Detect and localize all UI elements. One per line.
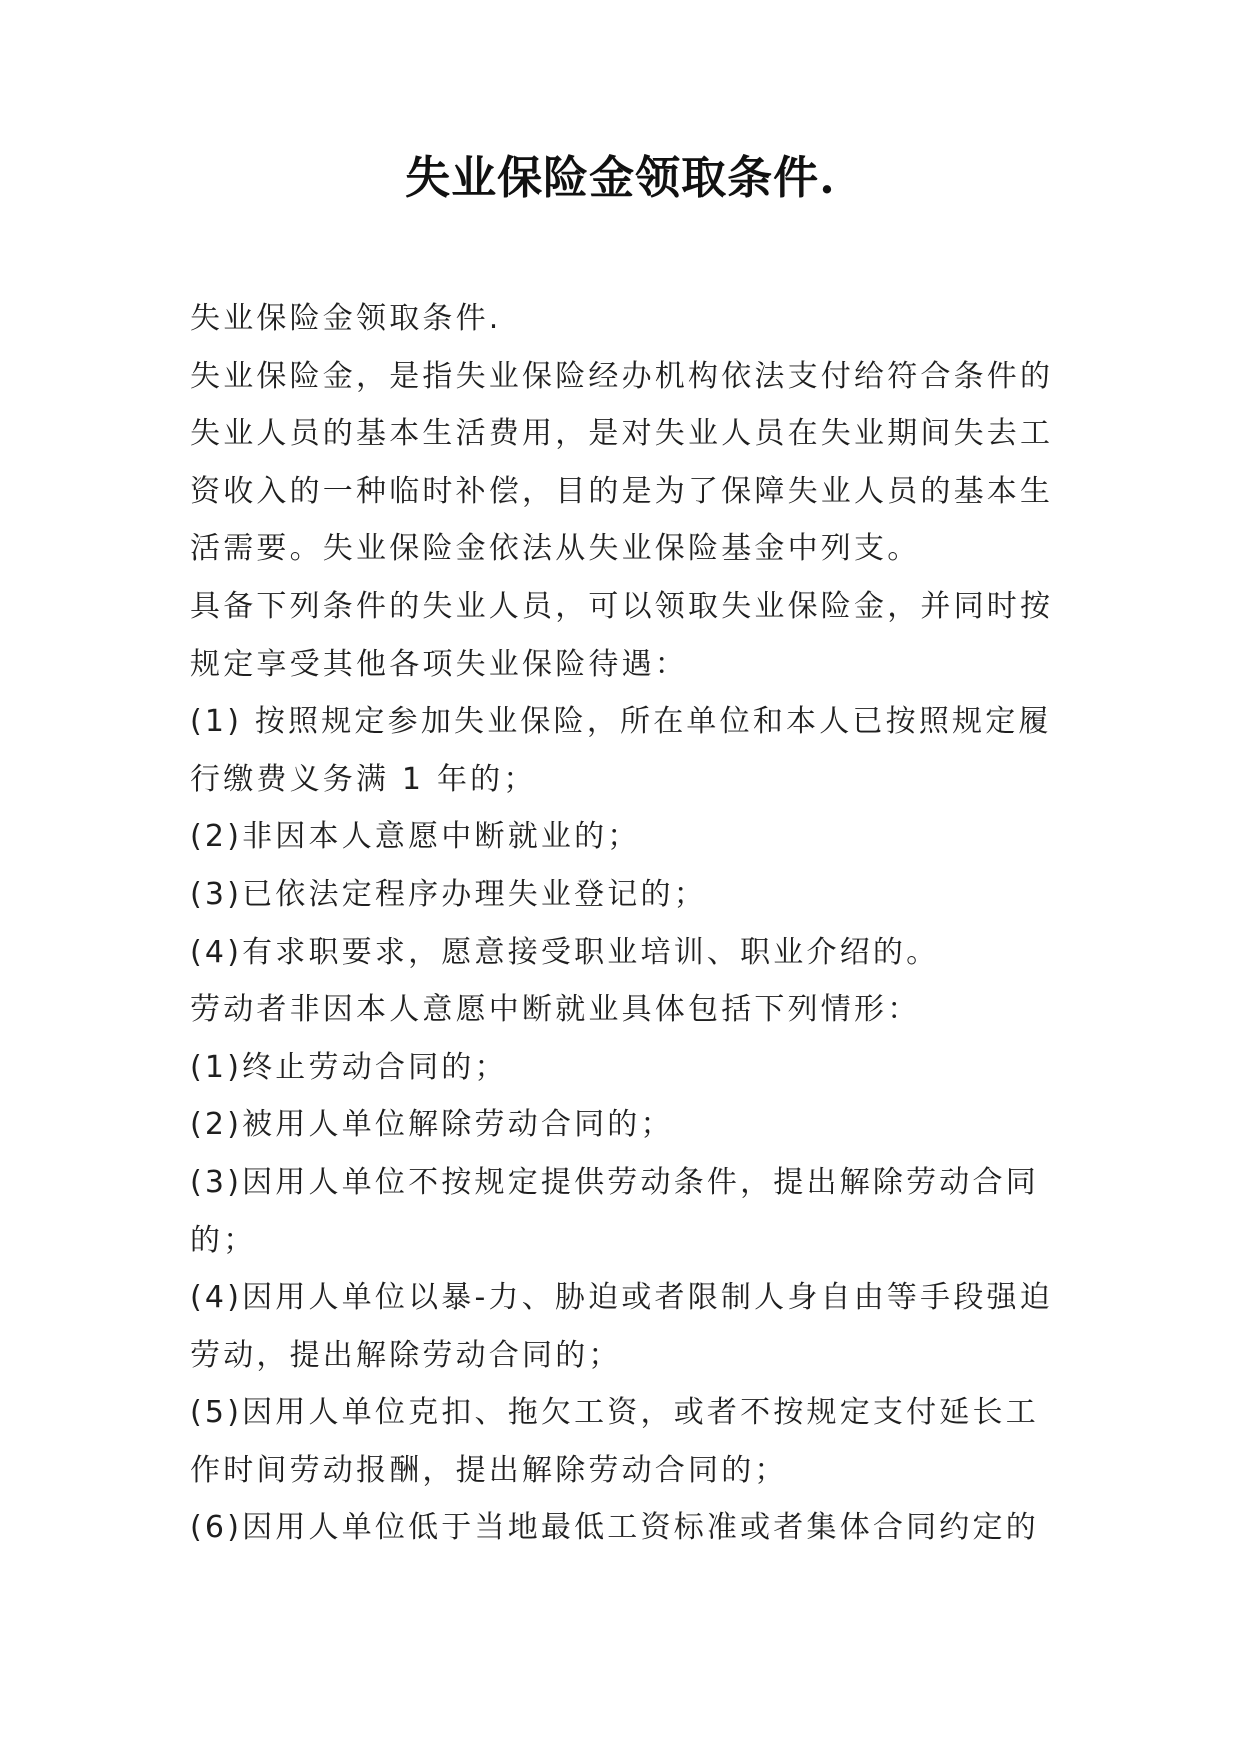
situation-item-5: (5)因用人单位克扣、拖欠工资，或者不按规定支付延长工作时间劳动报酬，提出解除劳动合同的； xyxy=(190,1395,1039,1488)
document-body xyxy=(190,290,1060,1557)
situation-item-1: (1)终止劳动合同的； xyxy=(190,1049,508,1085)
condition-item-1: (1) 按照规定参加失业保险，所在单位和本人已按照规定履行缴费义务满 1 年的； xyxy=(190,704,1052,797)
condition-item-4: (4)有求职要求，愿意接受职业培训、职业介绍的。 xyxy=(190,934,940,970)
paragraph-definition: 失业保险金，是指失业保险经办机构依法支付给符合条件的失业人员的基本生活费用，是对失业人员在失业期间失去工资收入的一种临时补偿，目的是为了保障失业人员的基本生活需要。失业保险金依法从失业保险基金中列支。 xyxy=(190,358,1054,567)
condition-item-2: (2)非因本人意愿中断就业的； xyxy=(190,819,641,855)
condition-item-3: (3)已依法定程序办理失业登记的； xyxy=(190,876,707,912)
situation-item-2: (2)被用人单位解除劳动合同的； xyxy=(190,1107,674,1143)
paragraph-conditions-intro: 具备下列条件的失业人员，可以领取失业保险金，并同时按规定享受其他各项失业保险待遇： xyxy=(190,588,1054,682)
paragraph-heading-repeat: 失业保险金领取条件. xyxy=(190,301,502,336)
document-title: 失业保险金领取条件. xyxy=(405,151,836,204)
situation-item-4: (4)因用人单位以暴-力、胁迫或者限制人身自由等手段强迫劳动，提出解除劳动合同的； xyxy=(190,1280,1053,1373)
situation-item-3: (3)因用人单位不按规定提供劳动条件，提出解除劳动合同的； xyxy=(190,1164,1039,1258)
situation-item-6: (6)因用人单位低于当地最低工资标准或者集体合同约定的 xyxy=(190,1510,1039,1546)
paragraph-situations-intro: 劳动者非因本人意愿中断就业具体包括下列情形： xyxy=(190,992,921,1028)
